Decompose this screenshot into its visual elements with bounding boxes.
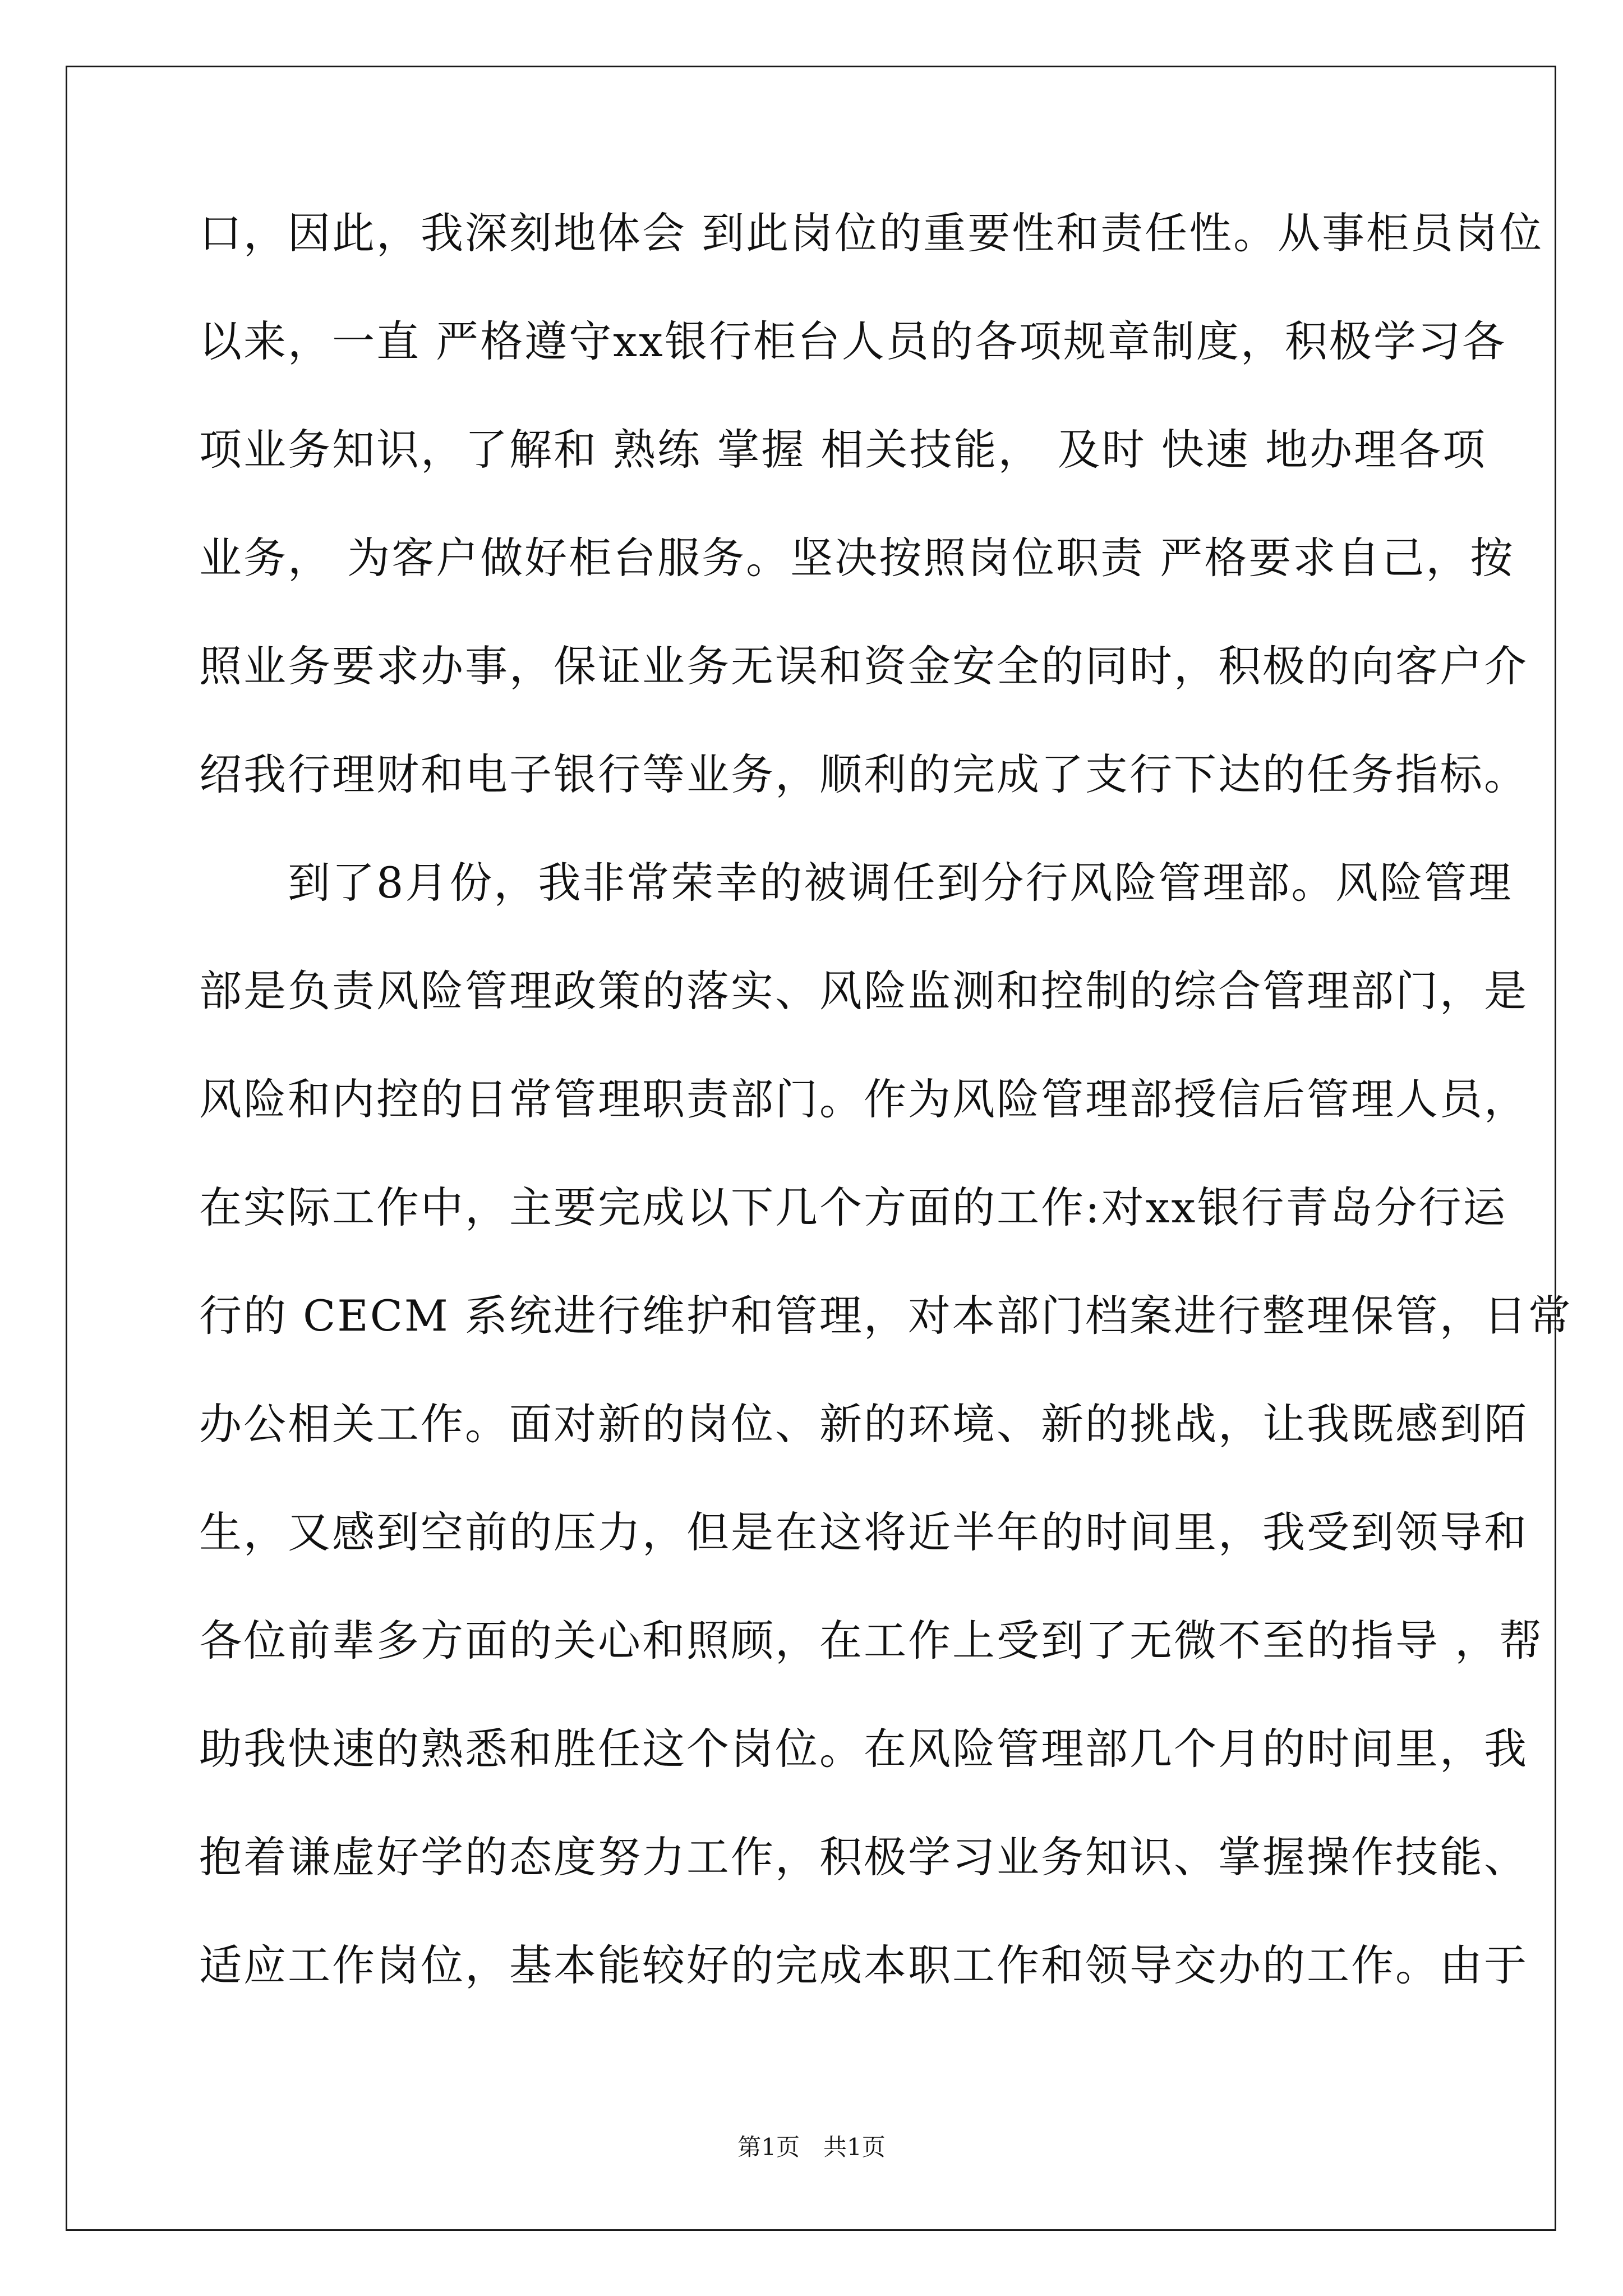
page-number-footer: 第1页 共1页	[737, 2133, 886, 2161]
text-line: 适应工作岗位，基本能较好的完成本职工作和领导交办的工作。由于	[199, 1940, 1528, 1990]
text-line: 口，因此，我深刻地体会 到此岗位的重要性和责任性。从事柜员岗位	[199, 208, 1544, 258]
text-line: 生，又感到空前的压力，但是在这将近半年的时间里，我受到领导和	[199, 1507, 1528, 1557]
text-line: 以来，一直 严格遵守xx银行柜台人员的各项规章制度，积极学习各	[199, 316, 1506, 366]
text-line: 照业务要求办事，保证业务无误和资金安全的同时，积极的向客户介	[199, 641, 1528, 691]
text-line: 项业务知识，了解和 熟练 掌握 相关技能， 及时 快速 地办理各项	[199, 425, 1487, 475]
text-line: 风险和内控的日常管理职责部门。作为风险管理部授信后管理人员，	[199, 1074, 1528, 1124]
text-line: 在实际工作中，主要完成以下几个方面的工作:对xx银行青岛分行运	[199, 1182, 1507, 1232]
text-line: 绍我行理财和电子银行等业务，顺利的完成了支行下达的任务指标。	[199, 749, 1528, 799]
text-line: 部是负责风险管理政策的落实、风险监测和控制的综合管理部门，是	[199, 966, 1528, 1016]
text-line: 行的 CECM 系统进行维护和管理，对本部门档案进行整理保管，日常	[199, 1291, 1573, 1341]
text-line: 各位前辈多方面的关心和照顾，在工作上受到了无微不至的指导 ，帮	[199, 1616, 1544, 1665]
text-line: 办公相关工作。面对新的岗位、新的环境、新的挑战，让我既感到陌	[199, 1399, 1528, 1449]
page-border	[66, 66, 1556, 2231]
text-line: 业务， 为客户做好柜台服务。坚决按照岗位职责 严格要求自己，按	[199, 533, 1515, 583]
text-line: 抱着谦虚好学的态度努力工作，积极学习业务知识、掌握操作技能、	[199, 1832, 1528, 1882]
text-line: 助我快速的熟悉和胜任这个岗位。在风险管理部几个月的时间里，我	[199, 1724, 1528, 1774]
text-line: 到了8月份，我非常荣幸的被调任到分行风险管理部。风险管理	[199, 858, 1513, 908]
